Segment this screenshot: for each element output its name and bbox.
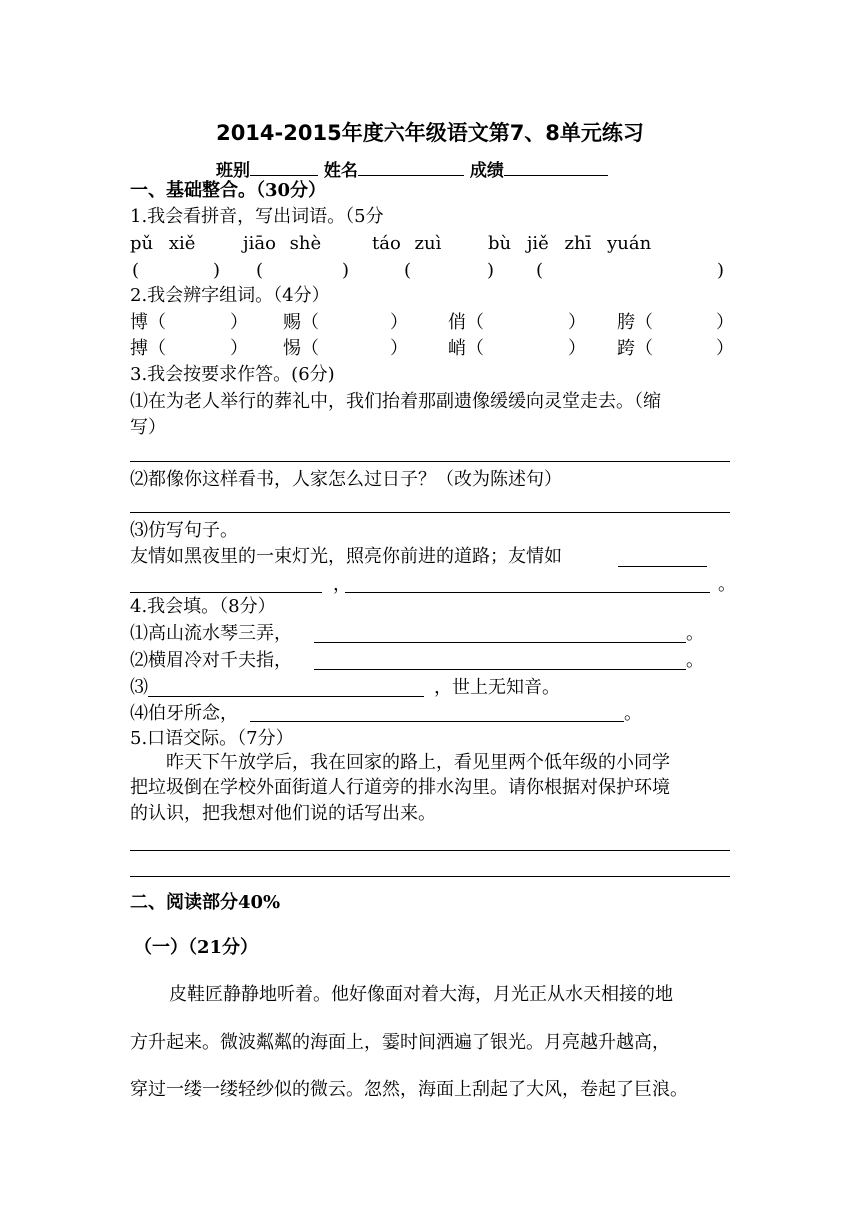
page-title: 2014-2015年度六年级语文第7、8单元练习 — [216, 121, 644, 145]
answer-line-q3-3c[interactable] — [345, 592, 710, 593]
name-field[interactable] — [358, 157, 464, 176]
class-field[interactable] — [250, 157, 318, 176]
paren-open-4: ( — [536, 260, 544, 281]
score-field[interactable] — [504, 157, 608, 176]
char-kua-close: ） — [716, 312, 734, 333]
q3-item1-line2: 写） — [130, 417, 166, 438]
char-kua2-close: ） — [716, 338, 734, 359]
passage-line-1: 皮鞋匠静静地听着。他好像面对着大海，月光正从水天相接的地 — [169, 984, 673, 1005]
score-label: 成绩 — [469, 161, 504, 181]
answer-line-q5-1[interactable] — [130, 850, 730, 851]
q5-text-line3: 的认识，把我想对他们说的话写出来。 — [130, 803, 436, 824]
section1-heading: 一、基础整合。（30分） — [130, 180, 327, 201]
char-ti-close: ） — [390, 338, 408, 359]
paren-close-1: ) — [213, 260, 221, 281]
answer-line-q4-3[interactable] — [148, 696, 424, 697]
q3-item3-label: ⑶仿写句子。 — [130, 520, 238, 541]
char-ti-open: 惕（ — [283, 338, 319, 359]
q3-item1-line1: ⑴在为老人举行的葬礼中，我们抬着那副遗像缓缓向灵堂走去。（缩 — [130, 391, 661, 412]
q5-text-line2: 把垃圾倒在学校外面街道人行道旁的排水沟里。请你根据对保护环境 — [130, 777, 670, 798]
q4-label: 4.我会填。（8分） — [130, 596, 276, 617]
answer-line-q4-1[interactable] — [314, 642, 686, 643]
answer-line-q4-2[interactable] — [314, 669, 686, 670]
char-bo2-open: 搏（ — [130, 338, 166, 359]
pinyin-3: táo zuì — [372, 233, 442, 254]
class-label: 班别 — [216, 161, 250, 181]
name-label: 姓名 — [323, 161, 358, 181]
char-kua2-open: 跨（ — [617, 338, 653, 359]
paren-open-3: ( — [404, 260, 412, 281]
q4-item4: ⑷伯牙所念， — [130, 703, 238, 724]
q5-label: 5.口语交际。（7分） — [130, 728, 294, 749]
char-bo2-close: ） — [230, 338, 248, 359]
answer-line-q4-4[interactable] — [250, 721, 624, 722]
q3-item3-text: 友情如黑夜里的一束灯光，照亮你前进的道路；友情如 — [130, 546, 562, 567]
char-bo-close: ） — [230, 312, 248, 333]
pinyin-2: jiāo shè — [243, 233, 322, 254]
paren-close-3: ) — [487, 260, 495, 281]
passage-line-2: 方升起来。微波粼粼的海面上，霎时间洒遍了银光。月亮越升越高， — [130, 1032, 670, 1053]
char-kua-open: 胯（ — [617, 312, 653, 333]
q3-period: 。 — [718, 574, 736, 595]
q4-item3-suffix: ，世上无知音。 — [434, 677, 560, 698]
q1-label: 1.我会看拼音，写出词语。（5分 — [130, 206, 384, 227]
section2-sub1: （一）（21分） — [134, 937, 259, 958]
q4-item2: ⑵横眉冷对千夫指， — [130, 650, 292, 671]
section2-heading: 二、阅读部分40% — [130, 892, 281, 913]
answer-line-q3-3a[interactable] — [618, 566, 707, 567]
info-row — [216, 157, 608, 182]
q4-item4-period: 。 — [624, 703, 642, 724]
char-qiao-close: ） — [568, 312, 586, 333]
paren-open-1: ( — [132, 260, 140, 281]
char-qiao2-close: ） — [568, 338, 586, 359]
q2-label: 2.我会辨字组词。（4分） — [130, 285, 330, 306]
paren-open-2: ( — [256, 260, 264, 281]
answer-line-q5-2[interactable] — [130, 876, 730, 877]
paren-close-4: ) — [717, 260, 725, 281]
char-qiao-open: 俏（ — [448, 312, 484, 333]
answer-line-q3-3b[interactable] — [130, 592, 322, 593]
q5-text-line1: 昨天下午放学后，我在回家的路上，看见里两个低年级的小同学 — [166, 752, 670, 773]
q3-comma: ， — [333, 574, 351, 595]
paren-close-2: ) — [342, 260, 350, 281]
q3-item2: ⑵都像你这样看书，人家怎么过日子？（改为陈述句） — [130, 469, 562, 490]
q4-item1: ⑴高山流水琴三弄， — [130, 623, 292, 644]
char-bo-open: 博（ — [130, 312, 166, 333]
q4-item2-period: 。 — [686, 650, 704, 671]
q4-item3-prefix: ⑶ — [130, 677, 148, 698]
answer-line-q3-1[interactable] — [130, 461, 730, 462]
char-ci-close: ） — [390, 312, 408, 333]
passage-line-3: 穿过一缕一缕轻纱似的微云。忽然，海面上刮起了大风，卷起了巨浪。 — [130, 1079, 688, 1100]
q4-item1-period: 。 — [686, 623, 704, 644]
char-qiao2-open: 峭（ — [448, 338, 484, 359]
answer-line-q3-2[interactable] — [130, 512, 730, 513]
pinyin-4: bù jiě zhī yuán — [488, 233, 652, 254]
char-ci-open: 赐（ — [283, 312, 319, 333]
q3-label: 3.我会按要求作答。(6分) — [130, 364, 335, 385]
pinyin-1: pǔ xiě — [130, 233, 196, 254]
